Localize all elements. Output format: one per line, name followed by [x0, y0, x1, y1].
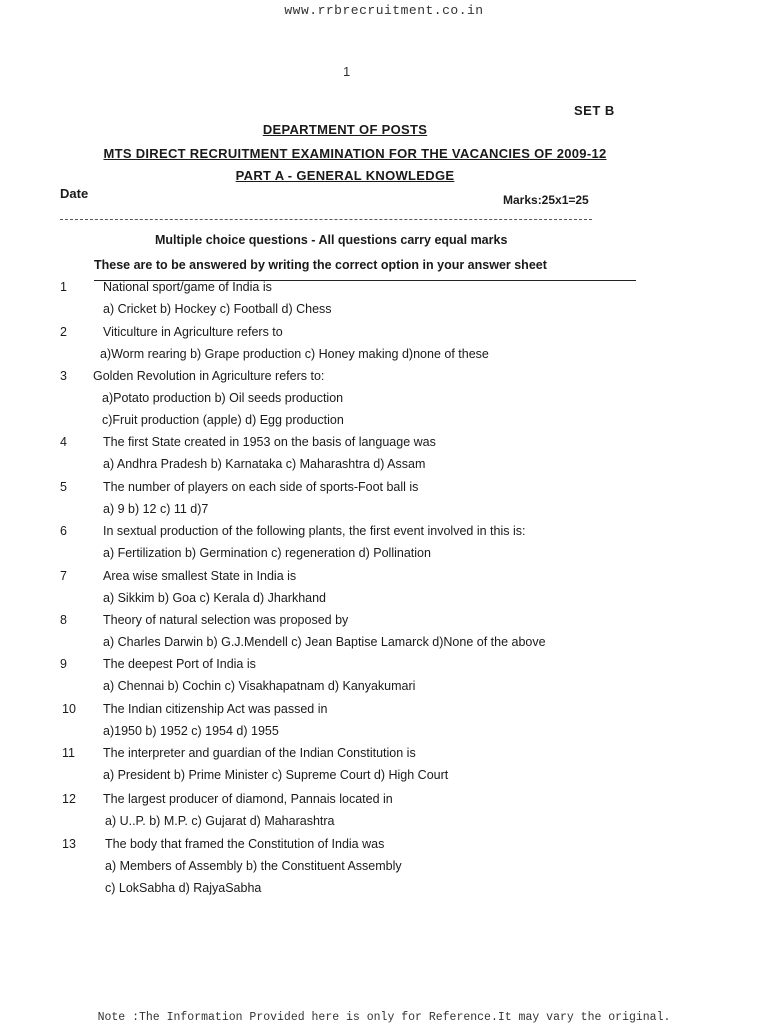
question-number: 6 [60, 524, 67, 538]
question-number: 5 [60, 480, 67, 494]
question-number: 3 [60, 369, 67, 383]
instruction-line-1: Multiple choice questions - All questions carry equal marks [155, 233, 508, 247]
question-options: c) LokSabha d) RajyaSabha [105, 881, 262, 895]
part-title: PART A - GENERAL KNOWLEDGE [235, 168, 455, 183]
question-text: The deepest Port of India is [103, 657, 256, 671]
question-number: 8 [60, 613, 67, 627]
question-text: Golden Revolution in Agriculture refers to: [93, 369, 325, 383]
question-options: a)1950 b) 1952 c) 1954 d) 1955 [103, 724, 279, 738]
question-text: The number of players on each side of sports-Foot ball is [103, 480, 419, 494]
marks-label: Marks:25x1=25 [503, 193, 589, 207]
question-options: a) Cricket b) Hockey c) Football d) Chess [103, 302, 332, 316]
question-text: The largest producer of diamond, Pannais located in [103, 792, 393, 806]
date-label: Date [60, 186, 89, 201]
set-label: SET B [574, 103, 615, 118]
exam-title: MTS DIRECT RECRUITMENT EXAMINATION FOR THE VACANCIES OF 2009-12 [103, 146, 607, 161]
page-number: 1 [343, 64, 351, 79]
question-number: 1 [60, 280, 67, 294]
question-options: a) Chennai b) Cochin c) Visakhapatnam d) Kanyakumari [103, 679, 416, 693]
question-number: 2 [60, 325, 67, 339]
question-number: 10 [62, 702, 76, 716]
question-options: a)Worm rearing b) Grape production c) Honey making d)none of these [100, 347, 489, 361]
question-number: 7 [60, 569, 67, 583]
question-options: a) Fertilization b) Germination c) regeneration d) Pollination [103, 546, 431, 560]
question-number: 12 [62, 792, 76, 806]
site-url-watermark: www.rrbrecruitment.co.in [284, 3, 484, 18]
question-text: Viticulture in Agriculture refers to [103, 325, 283, 339]
dashed-divider [60, 219, 592, 220]
question-text: Theory of natural selection was proposed by [103, 613, 349, 627]
question-options: a) Members of Assembly b) the Constituent Assembly [105, 859, 402, 873]
instruction-line-2: These are to be answered by writing the correct option in your answer sheet [94, 258, 547, 272]
question-number: 4 [60, 435, 67, 449]
question-options: a)Potato production b) Oil seeds production [102, 391, 344, 405]
department-heading: DEPARTMENT OF POSTS [262, 122, 428, 137]
question-text: The first State created in 1953 on the basis of language was [103, 435, 436, 449]
question-options: a) 9 b) 12 c) 11 d)7 [103, 502, 209, 516]
question-number: 11 [62, 746, 75, 760]
question-options: a) Charles Darwin b) G.J.Mendell c) Jean Baptise Lamarck d)None of the above [103, 635, 546, 649]
footer-note: Note :The Information Provided here is only for Reference.It may vary the original. [97, 1011, 671, 1024]
question-options: a) Sikkim b) Goa c) Kerala d) Jharkhand [103, 591, 327, 605]
question-number: 9 [60, 657, 67, 671]
question-options: a) U..P. b) M.P. c) Gujarat d) Maharashtra [105, 814, 335, 828]
question-text: National sport/game of India is [103, 280, 272, 294]
question-text: The interpreter and guardian of the Indian Constitution is [103, 746, 416, 760]
question-options: a) President b) Prime Minister c) Supreme Court d) High Court [103, 768, 449, 782]
question-text: In sextual production of the following plants, the first event involved in this is: [103, 524, 526, 538]
question-options: c)Fruit production (apple) d) Egg production [102, 413, 344, 427]
question-text: The body that framed the Constitution of India was [105, 837, 385, 851]
question-options: a) Andhra Pradesh b) Karnataka c) Maharashtra d) Assam [103, 457, 426, 471]
question-number: 13 [62, 837, 76, 851]
question-text: Area wise smallest State in India is [103, 569, 297, 583]
question-text: The Indian citizenship Act was passed in [103, 702, 328, 716]
